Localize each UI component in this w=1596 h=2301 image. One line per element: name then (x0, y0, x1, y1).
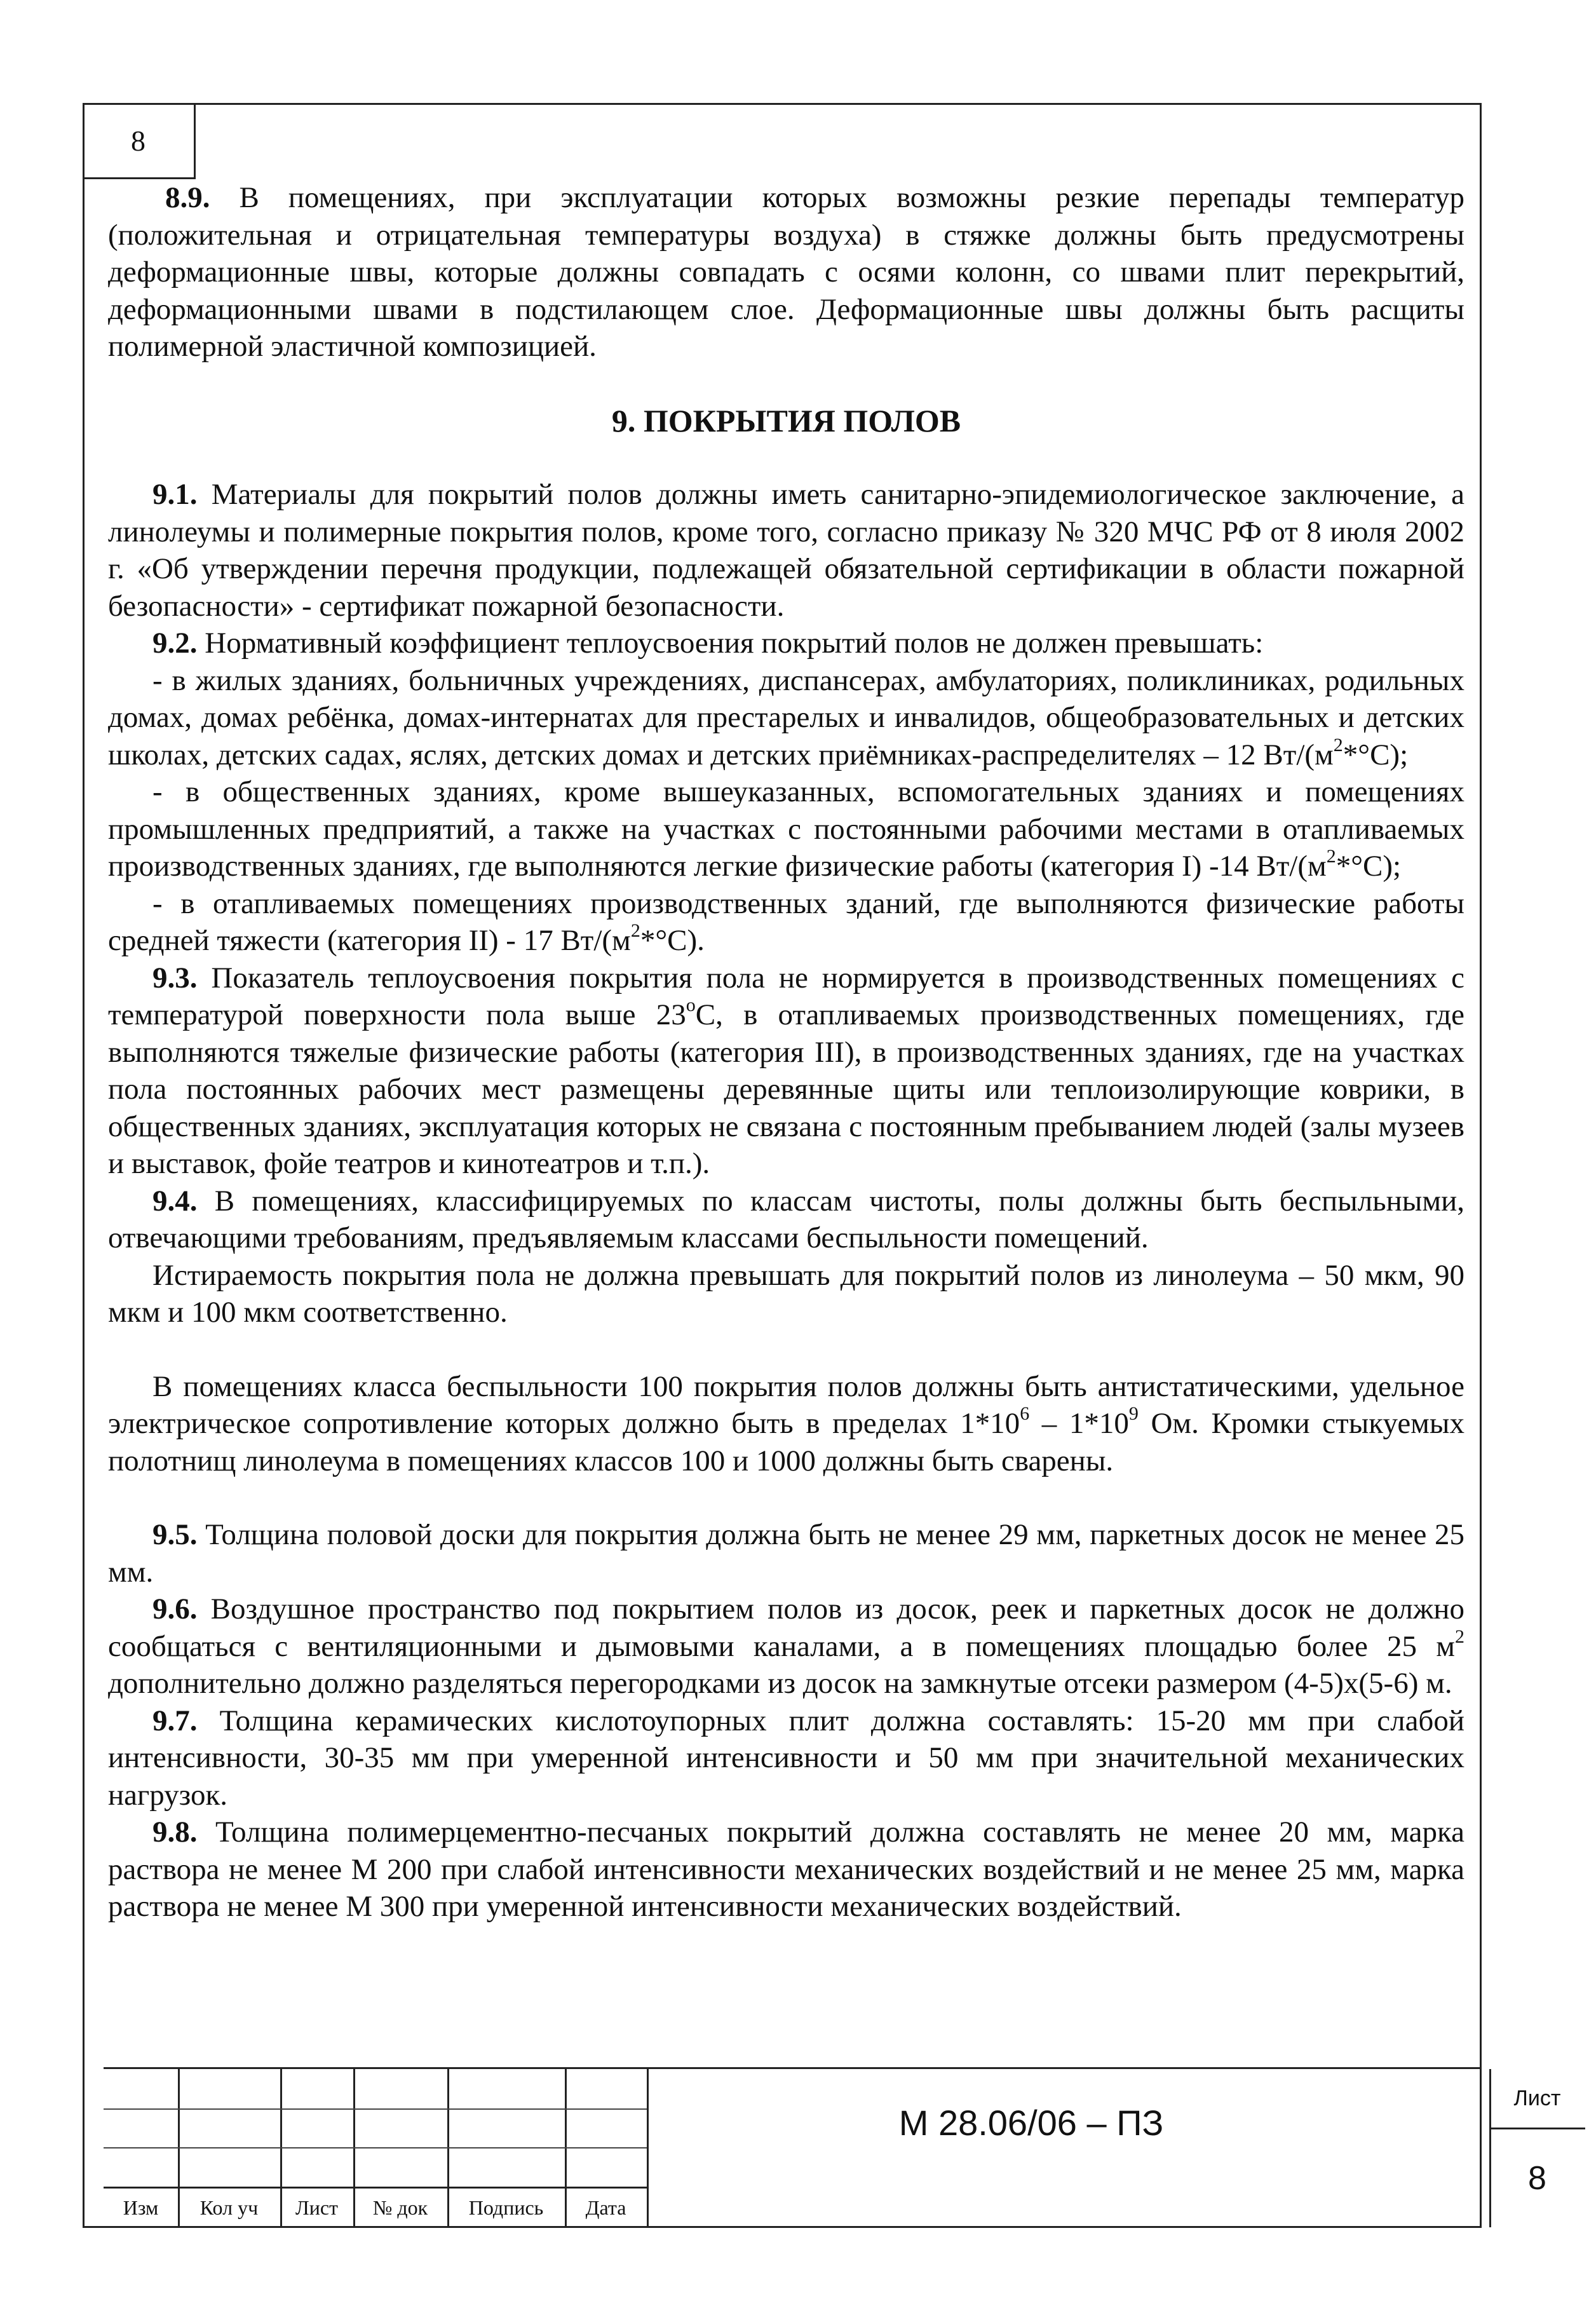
stamp-label-sheet: Лист (295, 2196, 338, 2219)
document-code: М 28.06/06 – ПЗ (898, 2103, 1164, 2143)
stamp-row-line (104, 2147, 647, 2148)
clause-number: 9.3. (152, 961, 198, 994)
sheet-label: Лист (1513, 2086, 1561, 2110)
paragraph-9-8: 9.8. Толщина полимерцементно-песчаных покрытий должна составлять не менее 20 мм, марка раствора не менее М 200 при слабой интенсивности механических воздействий и не менее 25 мм, марка раствора не менее М 300 при умеренной интенсивности механических воздействий. (108, 1816, 1464, 1923)
list-item-public: - в общественных зданиях, кроме вышеуказанных, вспомогательных зданиях и помещениях промышленных предприятий, а также на участках с постоянными рабочими местами в отапливаемых производственных зданиях, где выполняются легкие физические работы (категория I) -14 $Вт/(м^2*^\circ С)$; (108, 775, 1464, 883)
paragraph-9-2: 9.2. Нормативный коэффициент теплоусвоения покрытий полов не должен превышать: (152, 627, 1264, 660)
paragraph-8-9: 8.9. В помещениях, при эксплуатации которых возможны резкие перепады температур (положительная и отрицательная температуры воздуха) в стяжке должны быть предусмотрены деформационные швы, которые должны совпадать с осями колонн, со швами плит перекрытий, деформационными швами в подстилающем слое. Деформационные швы должны быть расщиты полимерной эластичной композицией. (108, 181, 1464, 363)
paragraph-9-3: 9.3. Показатель теплоусвоения покрытия пола не нормируется в производственных помещениях с температурой поверхности пола выше $23^оС$, в отапливаемых производственных помещениях, где выполняются тяжелые физические работы (категория III), в производственных зданиях, где на участках пола постоянных рабочих мест размещены деревянные щиты или теплоизолирующие коврики, в общественных зданиях, эксплуатация которых не связана с постоянным пребыванием людей (залы музеев и выставок, фойе театров и кинотеатров и т.п.). (108, 961, 1464, 1180)
document-body (108, 179, 1464, 1925)
clause-number: 9.8. (152, 1816, 198, 1849)
stamp-row-line (104, 2108, 647, 2110)
paragraph-9-4: 9.4. В помещениях, классифицируемых по классам чистоты, полы должны быть беспыльными, отвечающими требованиям, предъявляемым классами беспыльности помещений. (108, 1184, 1464, 1254)
paragraph-9-6: 9.6. Воздушное пространство под покрытием полов из досок, реек и паркетных досок не должно сообщаться с вентиляционными и дымовыми каналами, а в помещениях площадью более 25 $м^2$ дополнительно должно разделяться перегородками из досок на замкнутые отсеки размером (4-5)х(5-6) м. (108, 1592, 1464, 1700)
title-block (104, 2067, 1561, 2227)
section-heading: 9. ПОКРЫТИЯ ПОЛОВ (611, 402, 961, 438)
clause-number: 8.9. (165, 181, 210, 214)
paragraph-9-1: 9.1. Материалы для покрытий полов должны иметь санитарно-эпидемиологическое заключение, а линолеумы и полимерные покрытия полов, кроме того, согласно приказу № 320 МЧС РФ от 8 июля 2002 г. «Об утверждении перечня продукции, подлежащей обязательной сертификации в области пожарной безопасности» - сертификат пожарной безопасности. (108, 478, 1464, 623)
paragraph-9-5: 9.5. Толщина половой доски для покрытия должна быть не менее 29 мм, паркетных досок не менее 25 мм. (108, 1518, 1464, 1589)
sheet-number: 8 (1528, 2160, 1546, 2197)
clause-number: 9.1. (152, 478, 198, 511)
page-number-box: 8 (83, 103, 196, 179)
clause-number: 9.4. (152, 1184, 198, 1218)
paragraph-abrasion: Истираемость покрытия пола не должна превышать для покрытий полов из линолеума – 50 мкм, 90 мкм и 100 мкм соответственно. (108, 1258, 1464, 1329)
stamp-label-change: Изм (123, 2196, 159, 2219)
stamp-divider (647, 2069, 649, 2227)
clause-number: 9.6. (152, 1592, 198, 1626)
paragraph-9-7: 9.7. Толщина керамических кислотоупорных плит должна составлять: 15-20 мм при слабой интенсивности, 30-35 мм при умеренной интенсивности и 50 мм при значительной механических нагрузок. (108, 1704, 1464, 1812)
clause-number: 9.5. (152, 1518, 198, 1551)
stamp-label-doc-no: № док (372, 2196, 428, 2219)
stamp-label-qty: Кол уч (200, 2196, 259, 2219)
list-item-residential: - в жилых зданиях, больничных учреждениях, диспансерах, амбулаториях, поликлиниках, родильных домах, домах ребёнка, домах-интернатах для престарелых и инвалидов, общеобразовательных и детских школах, детских садах, яслях, детских домах и детских приёмниках-распределителях – 12 $Вт/(м^2*^\circ С)$; (108, 663, 1464, 771)
stamp-label-date: Дата (585, 2196, 626, 2219)
paragraph-antistatic: В помещениях класса беспыльности 100 покрытия полов должны быть антистатическими, удельное электрическое сопротивление которых должно быть в пределах $1*10^6 - 1*10^9$ Ом. Кромки стыкуемых полотнищ линолеума в помещениях классов 100 и 1000 должны быть сварены. (108, 1369, 1465, 1477)
stamp-label-signature: Подпись (468, 2196, 544, 2219)
list-item-industrial: - в отапливаемых помещениях производственных зданий, где выполняются физические работы средней тяжести (категория II) - 17 $Вт/(м^2*^\circ С)$. (108, 886, 1464, 957)
clause-number: 9.2. (152, 627, 198, 660)
clause-number: 9.7. (152, 1704, 198, 1737)
